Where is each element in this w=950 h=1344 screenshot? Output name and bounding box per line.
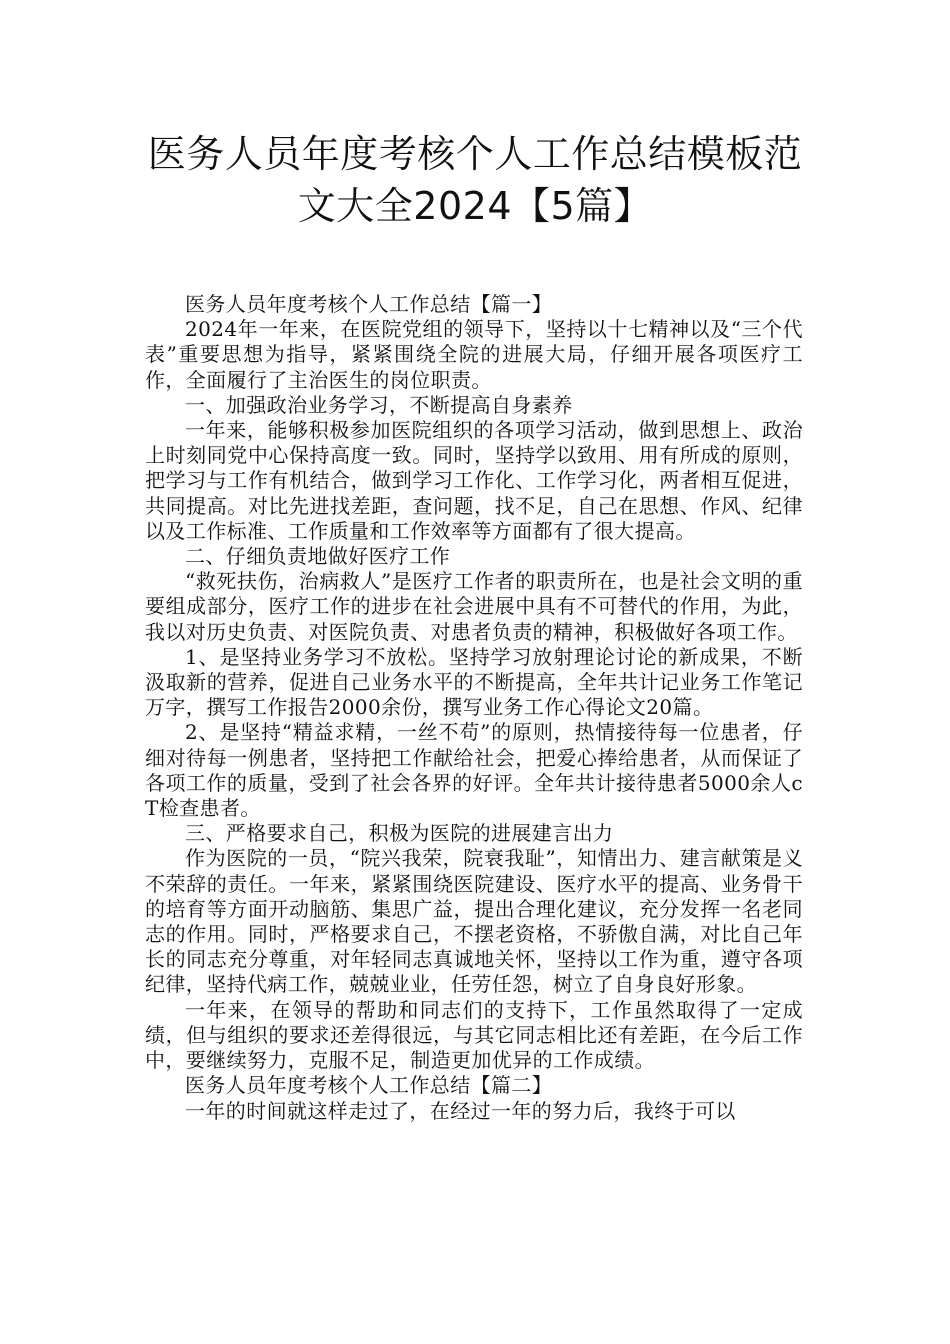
document-body bbox=[145, 292, 803, 1124]
body-paragraph: 1、是坚持业务学习不放松。坚持学习放射理论讨论的新成果，不断汲取新的营养，促进自己业务水平的不断提高，全年共计记业务工作笔记万字，撰写工作报告2000余份，撰写业务工作心得论文20篇。 bbox=[145, 644, 803, 720]
body-paragraph: 一年来，能够积极参加医院组织的各项学习活动，做到思想上、政治上时刻同党中心保持高度一致。同时，坚持学以致用、用有所成的原则，把学习与工作有机结合，做到学习工作化、工作学习化，两者相互促进，共同提高。对比先进找差距，查问题，找不足，自己在思想、作风、纪律以及工作标准、工作质量和工作效率等方面都有了很大提高。 bbox=[145, 418, 803, 543]
body-paragraph: 2、是坚持“精益求精，一丝不苟”的原则，热情接待每一位患者，仔细对待每一例患者，坚持把工作献给社会，把爱心捧给患者，从而保证了各项工作的质量，受到了社会各界的好评。全年共计接待患者5000余人cT检查患者。 bbox=[145, 720, 803, 821]
section-heading-part-1: 医务人员年度考核个人工作总结【篇一】 bbox=[185, 292, 553, 316]
subheading: 三、严格要求自己，积极为医院的进展建言出力 bbox=[185, 821, 614, 846]
body-paragraph: “救死扶伤，治病救人”是医疗工作者的职责所在，也是社会文明的重要组成部分，医疗工作的进步在社会进展中具有不可替代的作用，为此，我以对历史负责、对医院负责、对患者负责的精神，积极做好各项工作。 bbox=[145, 569, 803, 644]
body-paragraph: 作为医院的一员，“院兴我荣，院衰我耻”，知情出力、建言献策是义不荣辞的责任。一年来，紧紧围绕医院建设、医疗水平的提高、业务骨干的培育等方面开动脑筋、集思广益，提出合理化建议，充分发挥一名老同志的作用。同时，严格要求自己，不摆老资格，不骄傲自满，对比自己年长的同志充分尊重，对年轻同志真诚地关怀，坚持以工作为重，遵守各项纪律，坚持代病工作，兢兢业业，任劳任怨，树立了自身良好形象。 bbox=[145, 846, 803, 997]
document-title-line-1: 医务人员年度考核个人工作总结模板范 bbox=[147, 132, 803, 176]
body-paragraph: 一年来，在领导的帮助和同志们的支持下，工作虽然取得了一定成绩，但与组织的要求还差得很远，与其它同志相比还有差距，在今后工作中，要继续努力，克服不足，制造更加优异的工作成绩。 bbox=[145, 997, 803, 1073]
section-heading-part-2: 医务人员年度考核个人工作总结【篇二】 bbox=[185, 1073, 553, 1098]
body-paragraph: 一年的时间就这样走过了，在经过一年的努力后，我终于可以 bbox=[185, 1098, 736, 1123]
subheading: 二、仔细负责地做好医疗工作 bbox=[185, 544, 451, 569]
document-title-line-2: 文大全2024【5篇】 bbox=[297, 184, 653, 228]
body-paragraph: 2024年一年来，在医院党组的领导下，坚持以十七精神以及“三个代表”重要思想为指导，紧紧围绕全院的进展大局，仔细开展各项医疗工作，全面履行了主治医生的岗位职责。 bbox=[145, 317, 803, 392]
subheading: 一、加强政治业务学习，不断提高自身素养 bbox=[185, 392, 573, 417]
document-title bbox=[100, 128, 850, 232]
